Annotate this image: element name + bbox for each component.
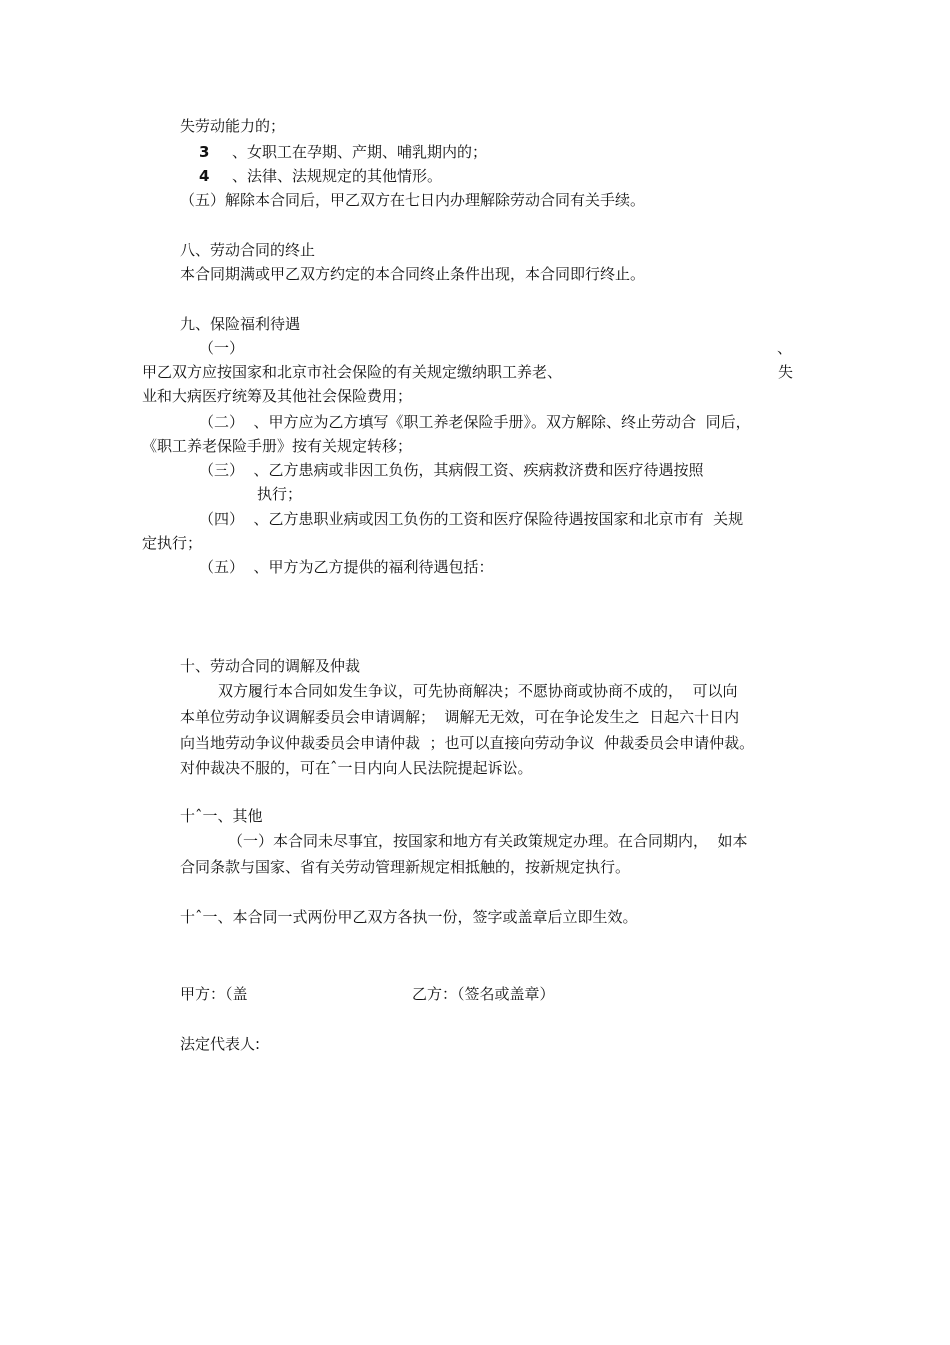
text-line: 、法律、法规规定的其他情形。: [232, 167, 443, 185]
signature-party-b: 乙方：（签名或盖章）: [412, 985, 555, 1003]
text-line: 《职工养老保险手册》按有关规定转移；: [142, 437, 413, 455]
section-heading: 八、劳动合同的终止: [180, 241, 316, 259]
text-line: 本合同期满或甲乙双方约定的本合同终止条件出现，本合同即行终止。: [180, 265, 646, 283]
text-line: 对仲裁决不服的，可在ˆ一日内向人民法院提起诉讼。: [180, 759, 533, 777]
text-fragment: 失: [778, 363, 794, 381]
section-heading: 九、保险福利待遇: [180, 315, 301, 333]
legal-representative: 法定代表人:: [180, 1035, 261, 1053]
text-line: （一）本合同未尽事宜，按国家和地方有关政策规定办理。在合同期内， 如本: [228, 832, 748, 850]
text-line: 十ˆ一、本合同一式两份甲乙双方各执一份，签字或盖章后立即生效。: [180, 908, 638, 926]
clause-number: （一）: [199, 339, 245, 357]
text-line: 合同条款与国家、省有关劳动管理新规定相抵触的，按新规定执行。: [180, 858, 631, 876]
text-line: 执行；: [257, 485, 303, 503]
text-line: （四） 、乙方患职业病或因工负伤的工资和医疗保险待遇按国家和北京市有 关规: [199, 510, 744, 528]
section-heading: 十ˆ一、其他: [180, 807, 263, 825]
list-number: 4: [199, 167, 210, 185]
text-line: 向当地劳动争议仲裁委员会申请仲裁 ；也可以直接向劳动争议 仲裁委员会申请仲裁。: [180, 734, 755, 752]
text-line: （二） 、甲方应为乙方填写《职工养老保险手册》。双方解除、终止劳动合 同后，: [199, 413, 751, 431]
section-heading: 十、劳动合同的调解及仲裁: [180, 657, 361, 675]
text-fragment: 、: [777, 339, 793, 357]
text-line: （三） 、乙方患病或非因工负伤，其病假工资、疾病救济费和医疗待遇按照: [199, 461, 704, 479]
text-line: 双方履行本合同如发生争议，可先协商解决；不愿协商或协商不成的， 可以向: [218, 682, 738, 700]
text-line: 定执行；: [142, 534, 203, 552]
list-number: 3: [199, 143, 210, 161]
text-line: 甲乙双方应按国家和北京市社会保险的有关规定缴纳职工养老、: [142, 363, 563, 381]
text-line: （五）解除本合同后，甲乙双方在七日内办理解除劳动合同有关手续。: [180, 191, 646, 209]
text-line: 、女职工在孕期、产期、哺乳期内的；: [232, 143, 488, 161]
text-line: 本单位劳动争议调解委员会申请调解； 调解无无效，可在争论发生之 日起六十日内: [180, 708, 740, 726]
text-line: 失劳动能力的；: [180, 117, 286, 135]
text-line: 业和大病医疗统筹及其他社会保险费用；: [142, 387, 413, 405]
text-line: （五） 、甲方为乙方提供的福利待遇包括：: [199, 558, 494, 576]
signature-party-a: 甲方：（盖: [180, 985, 248, 1003]
